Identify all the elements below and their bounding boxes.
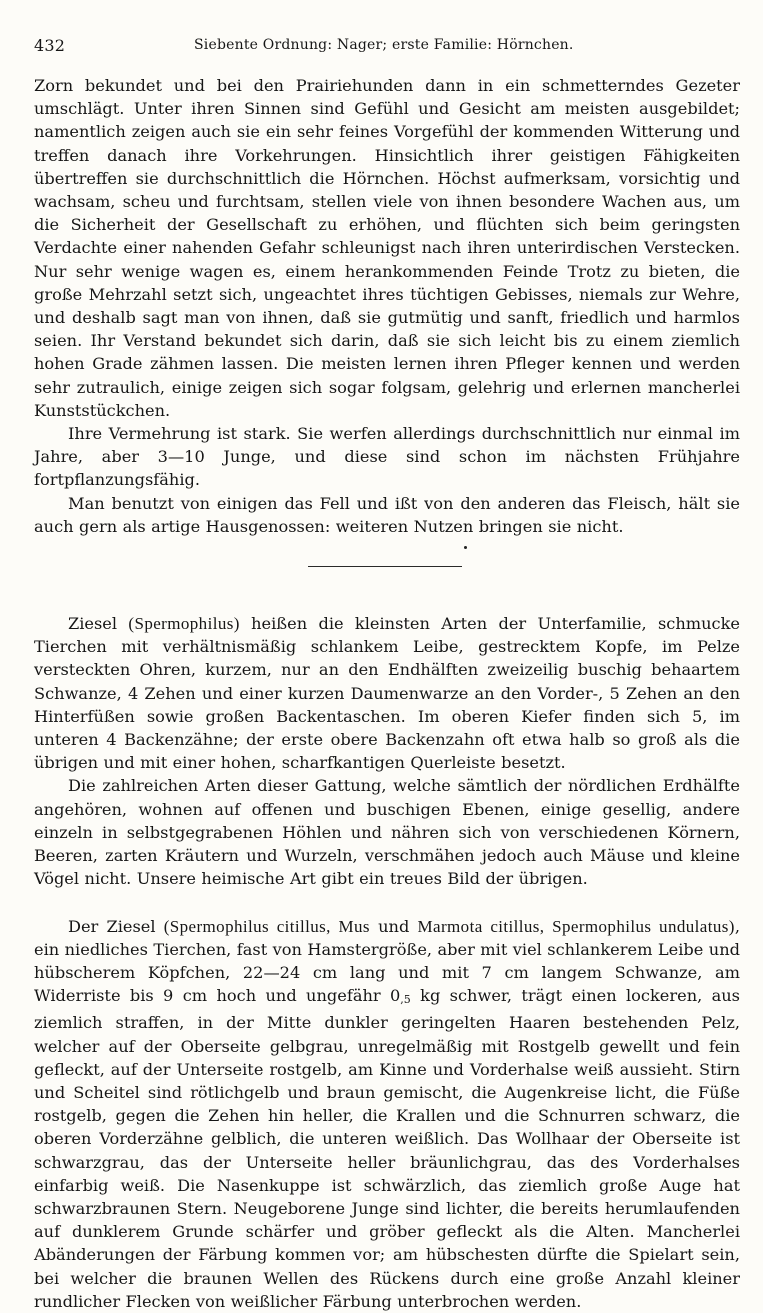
paragraph-species-description (34, 915, 740, 1313)
paragraph-genus-description (34, 612, 740, 774)
species-intro: Der Ziesel (68, 916, 164, 936)
paragraph-temperament: Zorn bekundet und bei den Prairiehunden dann in ein schmetterndes Gezeter umschlägt. Unter ihren Sinnen sind Gefühl und Gesicht am meisten ausgebildet; namentlich zeigen auch sie ein sehr feines Vorgefühl der kommenden Witterung und treffen danach ihre Vorkehrungen. Hinsichtlich ihrer geistigen Fähigkeiten übertreffen sie durchschnittlich die Hörnchen. Höchst aufmerksam, vorsichtig und wachsam, scheu und furchtsam, stellen viele von ihnen besondere Wachen aus, um die Sicherheit der Gesellschaft zu erhöhen, und flüchten sich beim geringsten Verdachte einer nahenden Gefahr schleunigst nach ihren unterirdischen Verstecken. Nur sehr wenige wagen es, einem herankommenden Feinde Trotz zu bieten, die große Mehrzahl setzt sich, ungeachtet ihres tüchtigen Gebisses, niemals zur Wehre, und deshalb sagt man von ihnen, daß sie gutmütig und sanft, friedlich und harmlos seien. Ihr Verstand bekundet sich darin, daß sie sich leicht bis zu einem ziemlich hohen Grade zähmen lassen. Die meisten lernen ihren Pfleger kennen und werden sehr zutraulich, einige zeigen sich sogar folgsam, gelehrig und erlernen mancherlei Kunststückchen. (34, 76, 740, 420)
species-description-b: kg schwer, trägt einen lockeren, aus ziemlich straffen, in der Mitte dunkler geringelten Haaren bestehenden Pelz, welcher auf der Oberseite gelbgrau, unregelmäßig mit Rostgelb gewellt und fein gefleckt, auf der Unterseite rostgelb, am Kinne und Vorderhalse weiß aussieht. Stirn und Scheitel sind rötlichgelb und braun gemischt, die Augenkreise licht, die Füße rostgelb, gegen die Zehen hin heller, die Krallen und die Schnurren schwarz, die oberen Vorderzähne gelblich, die unteren weißlich. Das Wollhaar der Oberseite ist schwarzgrau, das der Unterseite heller bräunlichgrau, das des Vorderhalses einfarbig weiß. Die Nasenkuppe ist schwärzlich, das ziemlich große Auge hat schwarzbraunen Stern. Neugeborene Junge sind lichter, die bereits herumlaufenden auf dunklerem Grunde schärfer und gröber gefleckt als die Alten. Mancherlei Abänderungen der Färbung kommen vor; am hübschesten dürfte die Spielart sein, bei welcher die braunen Wellen des Rückens durch eine große Anzahl kleiner rundlicher Flecken von weißlicher Färbung unterbrochen werden. (34, 986, 740, 1311)
section-species-ziesel (34, 915, 740, 1313)
page-number: 432 (34, 36, 66, 55)
species-description-a: , ein niedliches Tierchen, fast von Hamstergröße, aber mit viel schlankerem Leibe und hübscherem Köpfchen, 22—24 cm lang und mit 7 cm langem Schwanze, am Widerriste bis 9 cm hoch und ungefähr 0 (34, 916, 740, 1006)
book-page (34, 32, 740, 1313)
divider-rule (308, 566, 462, 567)
genus-latin-name: (Spermophilus) (128, 614, 240, 634)
paragraph-genus-habitat: Die zahlreichen Arten dieser Gattung, welche sämtlich der nördlichen Erdhälfte angehören, wohnen auf offenen und buschigen Ebenen, einige gesellig, andere einzeln in selbstgegrabenen Höhlen und nähren sich von verschiedenen Körnern, Beeren, zarten Kräutern und Wurzeln, verschmähen jedoch auch Mäuse und kleine Vögel nicht. Unsere heimische Art gibt ein treues Bild der übrigen. (34, 776, 740, 889)
ink-dot (464, 546, 467, 549)
species-latin-name-1: (Spermophilus citillus, (163, 916, 339, 936)
section-genus-ziesel (34, 612, 740, 890)
section-intro-continuation (34, 74, 740, 538)
running-title: Siebente Ordnung: Nager; erste Familie: Hörnchen. (194, 37, 574, 53)
paragraph-reproduction: Ihre Vermehrung ist stark. Sie werfen allerdings durchschnittlich nur einmal im Jahre, aber 3—10 Junge, und diese sind schon im nächsten Frühjahre fortpflanzungsfähig. (34, 424, 740, 490)
species-und: und (369, 916, 418, 936)
paragraph-uses: Man benutzt von einigen das Fell und ißt von den anderen das Fleisch, hält sie auch gern als artige Hausgenossen: weiteren Nutzen bringen sie nicht. (34, 493, 740, 536)
running-head (34, 32, 740, 60)
genus-description-text: heißen die kleinsten Arten der Unterfamilie, schmucke Tierchen mit verhältnismäßig schlankem Leibe, gestrecktem Kopfe, im Pelze versteckten Ohren, kurzem, nur an den Endhälften zweizeilig buschig behaartem Schwanze, 4 Zehen und einer kurzen Daumenwarze an den Vorder-, 5 Zehen an den Hinterfüßen sowie großen Backentaschen. Im oberen Kiefer finden sich 5, im unteren 4 Backenzähne; der erste obere Backenzahn oft etwa halb so groß als die übrigen und mit einer hohen, scharfkantigen Querleiste besetzt. (34, 614, 740, 773)
section-divider (34, 538, 740, 594)
genus-term: Ziesel (68, 614, 118, 634)
species-synonym-mus: Mus (338, 916, 370, 936)
species-latin-name-2: Marmota citillus, Spermophilus undulatus) (417, 916, 735, 936)
weight-decimal: ,5 (400, 993, 411, 1007)
